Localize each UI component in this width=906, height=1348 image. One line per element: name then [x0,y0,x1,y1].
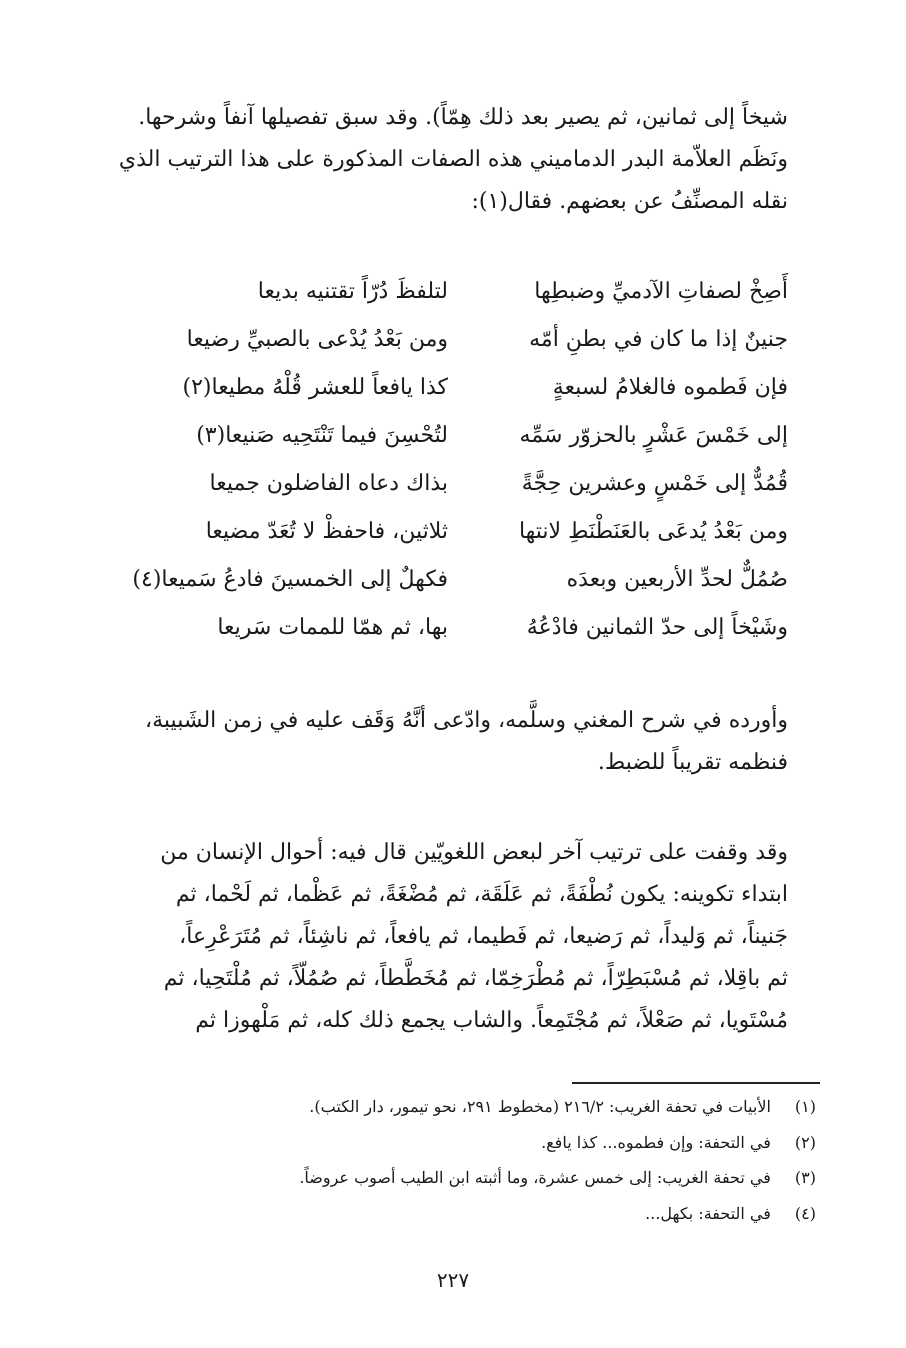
verse-second-hemistich: لتلفظَ دُرّاً تقتنيه بديعا [257,279,448,304]
footnote-text: في تحفة الغريب: إلى خمس عشرة، وما أثبته ابن الطيب أصوب عروضاً. [299,1168,771,1187]
text-line: وأورده في شرح المغني وسلَّمه، وادّعى أنَّهُ وَقَف عليه في زمن الشَبيبة، [145,708,788,733]
verse-first-hemistich: إلى خَمْسَ عَشْرٍ بالحزوّر سَمِّه [519,423,788,448]
footnote [200,1133,816,1163]
footnote-text: الأبيات في تحفة الغريب: ٢١٦/٢ (مخطوط ٢٩١، نحو تيمور، دار الكتب). [309,1097,771,1116]
paragraph-stages [118,832,788,1042]
footnote-text: في التحفة: بكهل... [645,1204,771,1223]
verse-line [118,615,788,675]
text-line: ابتداء تكوينه: يكون نُطْفَةً، ثم عَلَقَة، ثم مُضْغَةً، ثم عَظْما، ثم لَحْما، ثم [175,882,788,907]
verse-second-hemistich: بها، ثم همّا للممات سَريعا [217,615,448,640]
text-line: مُسْتَويا، ثم صَعْلاً، ثم مُجْتَمِعاً. والشاب يجمع ذلك كله، ثم مَلْهوزا ثم [195,1008,788,1033]
verse-first-hemistich: ومن بَعْدُ يُدعَى بالعَنَطْنَطِ لانتها [518,519,788,544]
verse-second-hemistich: كذا يافعاً للعشر قُلْهُ مطيعا(٢) [182,375,448,400]
verse-first-hemistich: جنينٌ إذا ما كان في بطنِ أمّه [529,327,788,352]
verse-second-hemistich: بذاك دعاه الفاضلون جميعا [209,471,448,496]
verse-first-hemistich: صُمُلٌّ لحدِّ الأربعين وبعدَه [566,567,788,592]
intro-paragraph [118,97,788,223]
footnote [200,1204,816,1234]
text-line: فنظمه تقريباً للضبط. [597,750,788,775]
verse-second-hemistich: لتُحْسِنَ فيما تَنْتَحِيه صَنيعا(٣) [196,423,448,448]
footnote [200,1097,816,1127]
footnote-number: (٣) [794,1168,816,1187]
verse-first-hemistich: وشَيْخاً إلى حدّ الثمانين فادْعُهُ [526,615,788,640]
text-line: وقد وقفت على ترتيب آخر لبعض اللغويّين قال فيه: أحوال الإنسان من [160,840,788,865]
verse-first-hemistich: فإن فَطموه فالغلامُ لسبعةٍ [552,375,788,400]
verse-second-hemistich: ومن بَعْدُ يُدْعى بالصبيِّ رضيعا [186,327,448,352]
verse-first-hemistich: قُمُدٌّ إلى خَمْسٍ وعشرين حِجَّةً [521,471,788,496]
verse-first-hemistich: أَصِخْ لصفاتِ الآدميِّ وضبطِها [534,279,788,304]
verse-second-hemistich: ثلاثين، فاحفظْ لا تُعَدّ مضيعا [205,519,448,544]
text-line: شيخاً إلى ثمانين، ثم يصير بعد ذلك هِمّاً). وقد سبق تفصيلها آنفاً وشرحها. [138,105,788,130]
text-line: ونَظَم العلاّمة البدر الدماميني هذه الصفات المذكورة على هذا الترتيب الذي [118,147,788,172]
footnote [200,1168,816,1198]
verse-second-hemistich: فكهلٌ إلى الخمسينَ فادعُ سَميعا(٤) [132,567,448,592]
text-line: جَنيناً، ثم وَليداً، ثم رَضيعا، ثم فَطيما، ثم يافعاً، ثم ناشِئاً، ثم مُتَرَعْرِعاً، [179,924,788,949]
footnote-number: (٤) [794,1204,816,1223]
page-number: ٢٢٧ [436,1268,470,1292]
footnote-text: في التحفة: وإن فطموه... كذا يافع. [541,1133,771,1152]
paragraph-after-poem [118,700,788,784]
text-line: نقله المصنِّفُ عن بعضهم. فقال(١): [471,189,788,214]
footnote-divider [572,1082,820,1084]
text-line: ثم باقِلا، ثم مُسْبَطِرّاً، ثم مُطْرَخِمّا، ثم مُخَطَّطاً، ثم صُمُلّاً، ثم مُلْتَحِيا، ثم [163,966,788,991]
footnote-number: (١) [794,1097,816,1116]
footnote-number: (٢) [794,1133,816,1152]
